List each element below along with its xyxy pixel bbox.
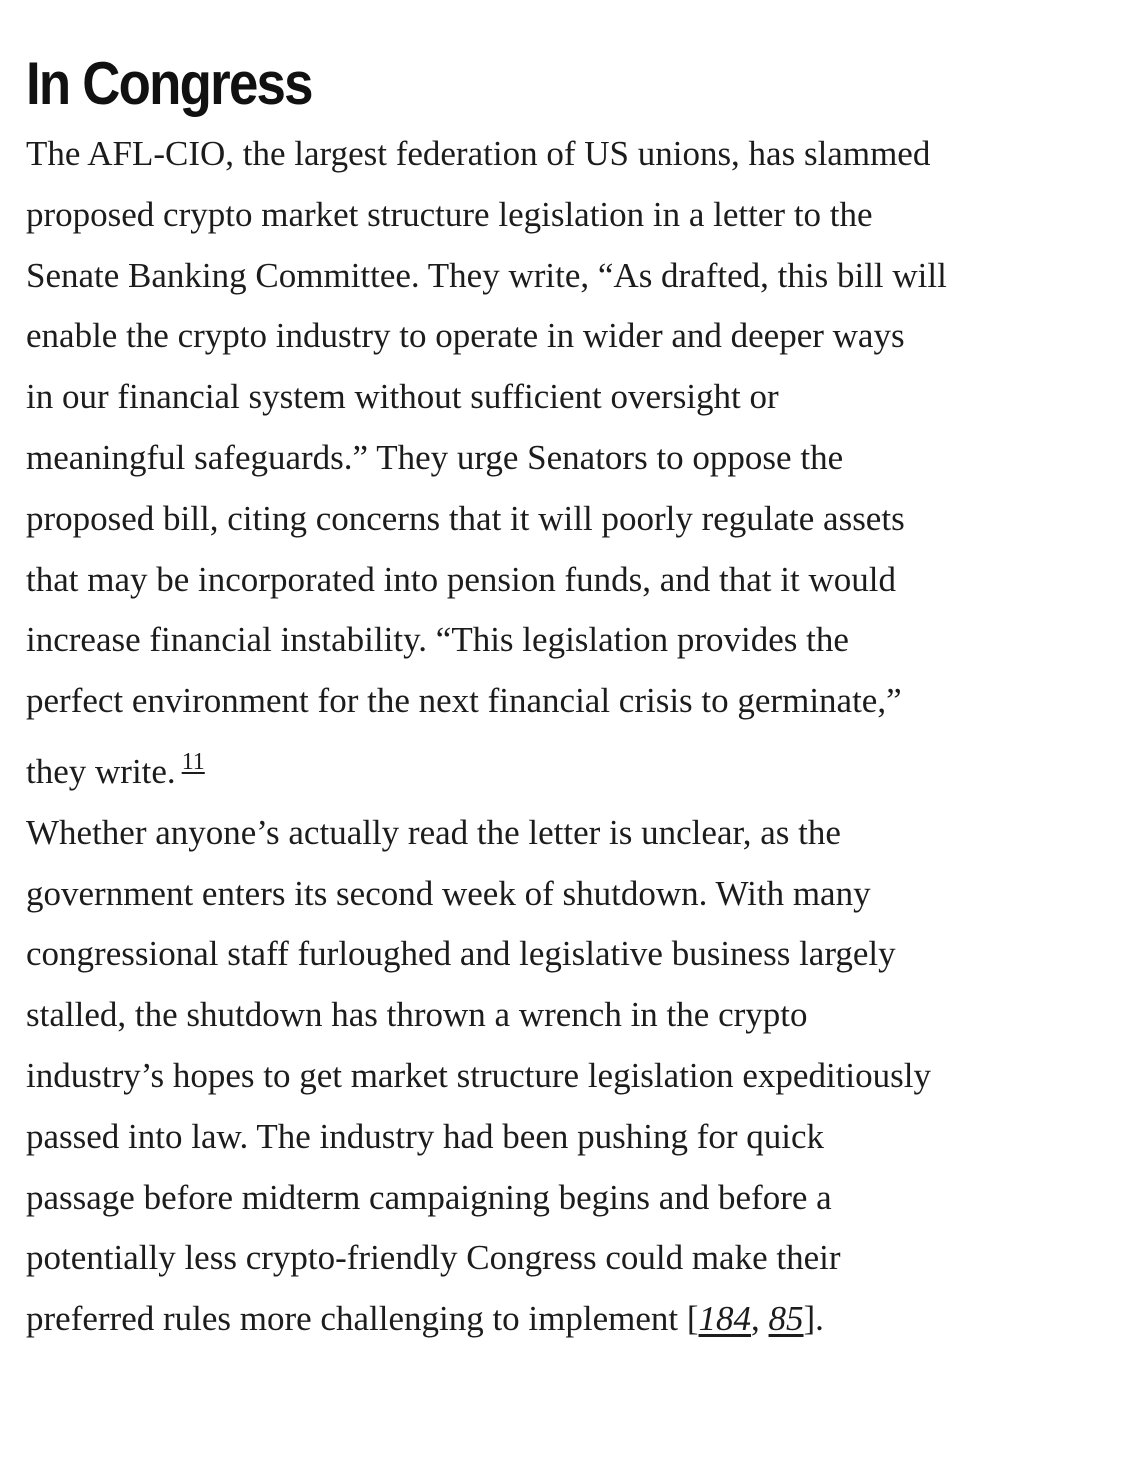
citation-separator: , <box>751 1299 769 1339</box>
paragraph-line: potentially less crypto-friendly Congress could make their <box>26 1238 841 1278</box>
paragraph-line: industry’s hopes to get market structure legislation expeditiously <box>26 1055 931 1095</box>
paragraph-line: Senate Banking Committee. They write, “As drafted, this bill will <box>26 255 947 295</box>
article <box>26 44 1126 1350</box>
paragraph-line: congressional staff furloughed and legislative business largely <box>26 934 896 974</box>
paragraph-line: increase financial instability. “This legislation provides the <box>26 620 849 660</box>
citation-link-85[interactable]: 85 <box>768 1299 804 1339</box>
paragraph-line-last <box>26 1289 1126 1350</box>
paragraph-line: passage before midterm campaigning begins and before a <box>26 1177 832 1217</box>
paragraph-line: passed into law. The industry had been pushing for quick <box>26 1116 825 1156</box>
footnote-link-11[interactable]: 11 <box>181 748 205 775</box>
paragraph-line: stalled, the shutdown has thrown a wrench in the crypto <box>26 995 808 1035</box>
paragraph-line: Whether anyone’s actually read the letter is unclear, as the <box>26 812 841 852</box>
paragraph-line-last <box>26 732 1126 803</box>
paragraph-line: perfect environment for the next financial crisis to germinate,” <box>26 681 902 721</box>
paragraph-line: preferred rules more challenging to implement [ <box>26 1299 699 1339</box>
paragraph-line: they write. <box>26 751 176 791</box>
paragraph-line: that may be incorporated into pension funds, and that it would <box>26 559 896 599</box>
paragraph-line: enable the crypto industry to operate in wider and deeper ways <box>26 316 905 356</box>
paragraph-line: in our financial system without sufficient oversight or <box>26 377 779 417</box>
paragraph-line: proposed bill, citing concerns that it will poorly regulate assets <box>26 498 905 538</box>
paragraph-afl-cio <box>26 124 1126 803</box>
citation-closing: ]. <box>803 1299 824 1339</box>
paragraph-shutdown <box>26 803 1126 1350</box>
section-title: In Congress <box>26 50 312 117</box>
paragraph-line: The AFL-CIO, the largest federation of US unions, has slammed <box>26 134 931 173</box>
paragraph-line: proposed crypto market structure legislation in a letter to the <box>26 194 873 234</box>
citation-link-184[interactable]: 184 <box>698 1299 752 1339</box>
paragraph-line: meaningful safeguards.” They urge Senators to oppose the <box>26 437 844 477</box>
paragraph-line: government enters its second week of shutdown. With many <box>26 873 871 913</box>
